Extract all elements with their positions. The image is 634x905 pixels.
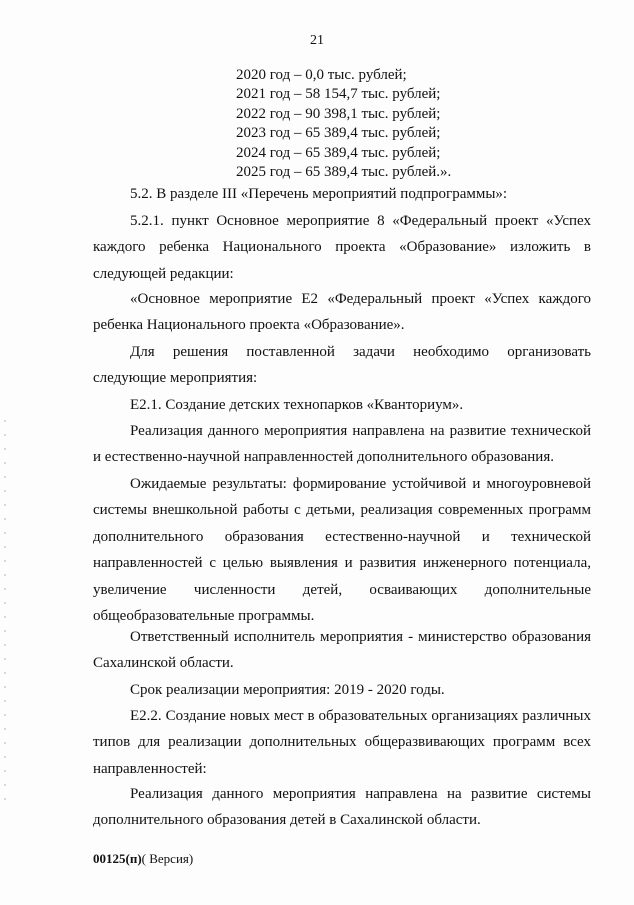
budget-list <box>236 66 451 182</box>
paragraph-block-e2-2 <box>93 703 591 782</box>
paragraph-block-term <box>93 677 591 703</box>
paragraph-e2-2: Е2.2. Создание новых мест в образовательных организациях различных типов для реализации дополнительных общеразвивающих программ всех направленностей: <box>93 708 591 777</box>
paragraph-expected-results: Ожидаемые результаты: формирование устойчивой и многоуровневой системы внешкольной работы с детьми, реализация современных программ дополнительного образования естественно-научной и технической направленностей с целью выявления и развития инженерного потенциала, увеличение численности детей, осваивающих дополнительные общеобразовательные программы. <box>93 476 591 625</box>
paragraph-block-results <box>93 471 591 629</box>
budget-line-2024: 2024 год – 65 389,4 тыс. рублей; <box>236 144 441 161</box>
paragraph-term: Срок реализации мероприятия: 2019 - 2020 годы. <box>130 682 445 698</box>
paragraph-main-event-e2: «Основное мероприятие Е2 «Федеральный проект «Успех каждого ребенка Национального проекта «Образование». <box>93 291 591 334</box>
budget-line-2021: 2021 год – 58 154,7 тыс. рублей; <box>236 86 441 103</box>
footer-code: 00125(п) <box>93 851 142 866</box>
paragraph-block-e2-1 <box>93 392 591 418</box>
budget-line-2022: 2022 год – 90 398,1 тыс. рублей; <box>236 105 441 122</box>
paragraph-block-implementation-2 <box>93 781 591 834</box>
budget-line-2025: 2025 год – 65 389,4 тыс. рублей.». <box>236 164 452 181</box>
budget-line-2023: 2023 год – 65 389,4 тыс. рублей; <box>236 125 441 142</box>
paragraph-e2-1: Е2.1. Создание детских технопарков «Кванториум». <box>130 397 464 413</box>
page-number: 21 <box>310 33 324 48</box>
paragraph-implementation-1: Реализация данного мероприятия направлена на развитие технической и естественно-научной направленностей дополнительного образования. <box>93 423 591 466</box>
scan-margin-marks <box>4 420 6 800</box>
paragraph-block-e2 <box>93 286 591 339</box>
footer-version: ( Версия) <box>141 851 194 866</box>
paragraph-implementation-2: Реализация данного мероприятия направлена на развитие системы дополнительного образования детей в Сахалинской области. <box>93 786 591 829</box>
paragraph-tasks: Для решения поставленной задачи необходимо организовать следующие мероприятия: <box>93 344 591 387</box>
section-heading <box>93 181 591 207</box>
paragraph-block-tasks <box>93 339 591 392</box>
paragraph-section-5-2: 5.2. В разделе III «Перечень мероприятий подпрограммы»: <box>130 186 508 202</box>
budget-line-2020: 2020 год – 0,0 тыс. рублей; <box>236 67 407 83</box>
paragraph-block-implementation-1 <box>93 418 591 471</box>
paragraph-responsible: Ответственный исполнитель мероприятия - министерство образования Сахалинской области. <box>93 629 591 672</box>
paragraph-block-5-2-1 <box>93 208 591 287</box>
document-footer <box>93 851 193 867</box>
paragraph-block-responsible <box>93 624 591 677</box>
paragraph-5-2-1: 5.2.1. пункт Основное мероприятие 8 «Федеральный проект «Успех каждого ребенка Национального проекта «Образование» изложить в следующей редакции: <box>93 213 591 282</box>
